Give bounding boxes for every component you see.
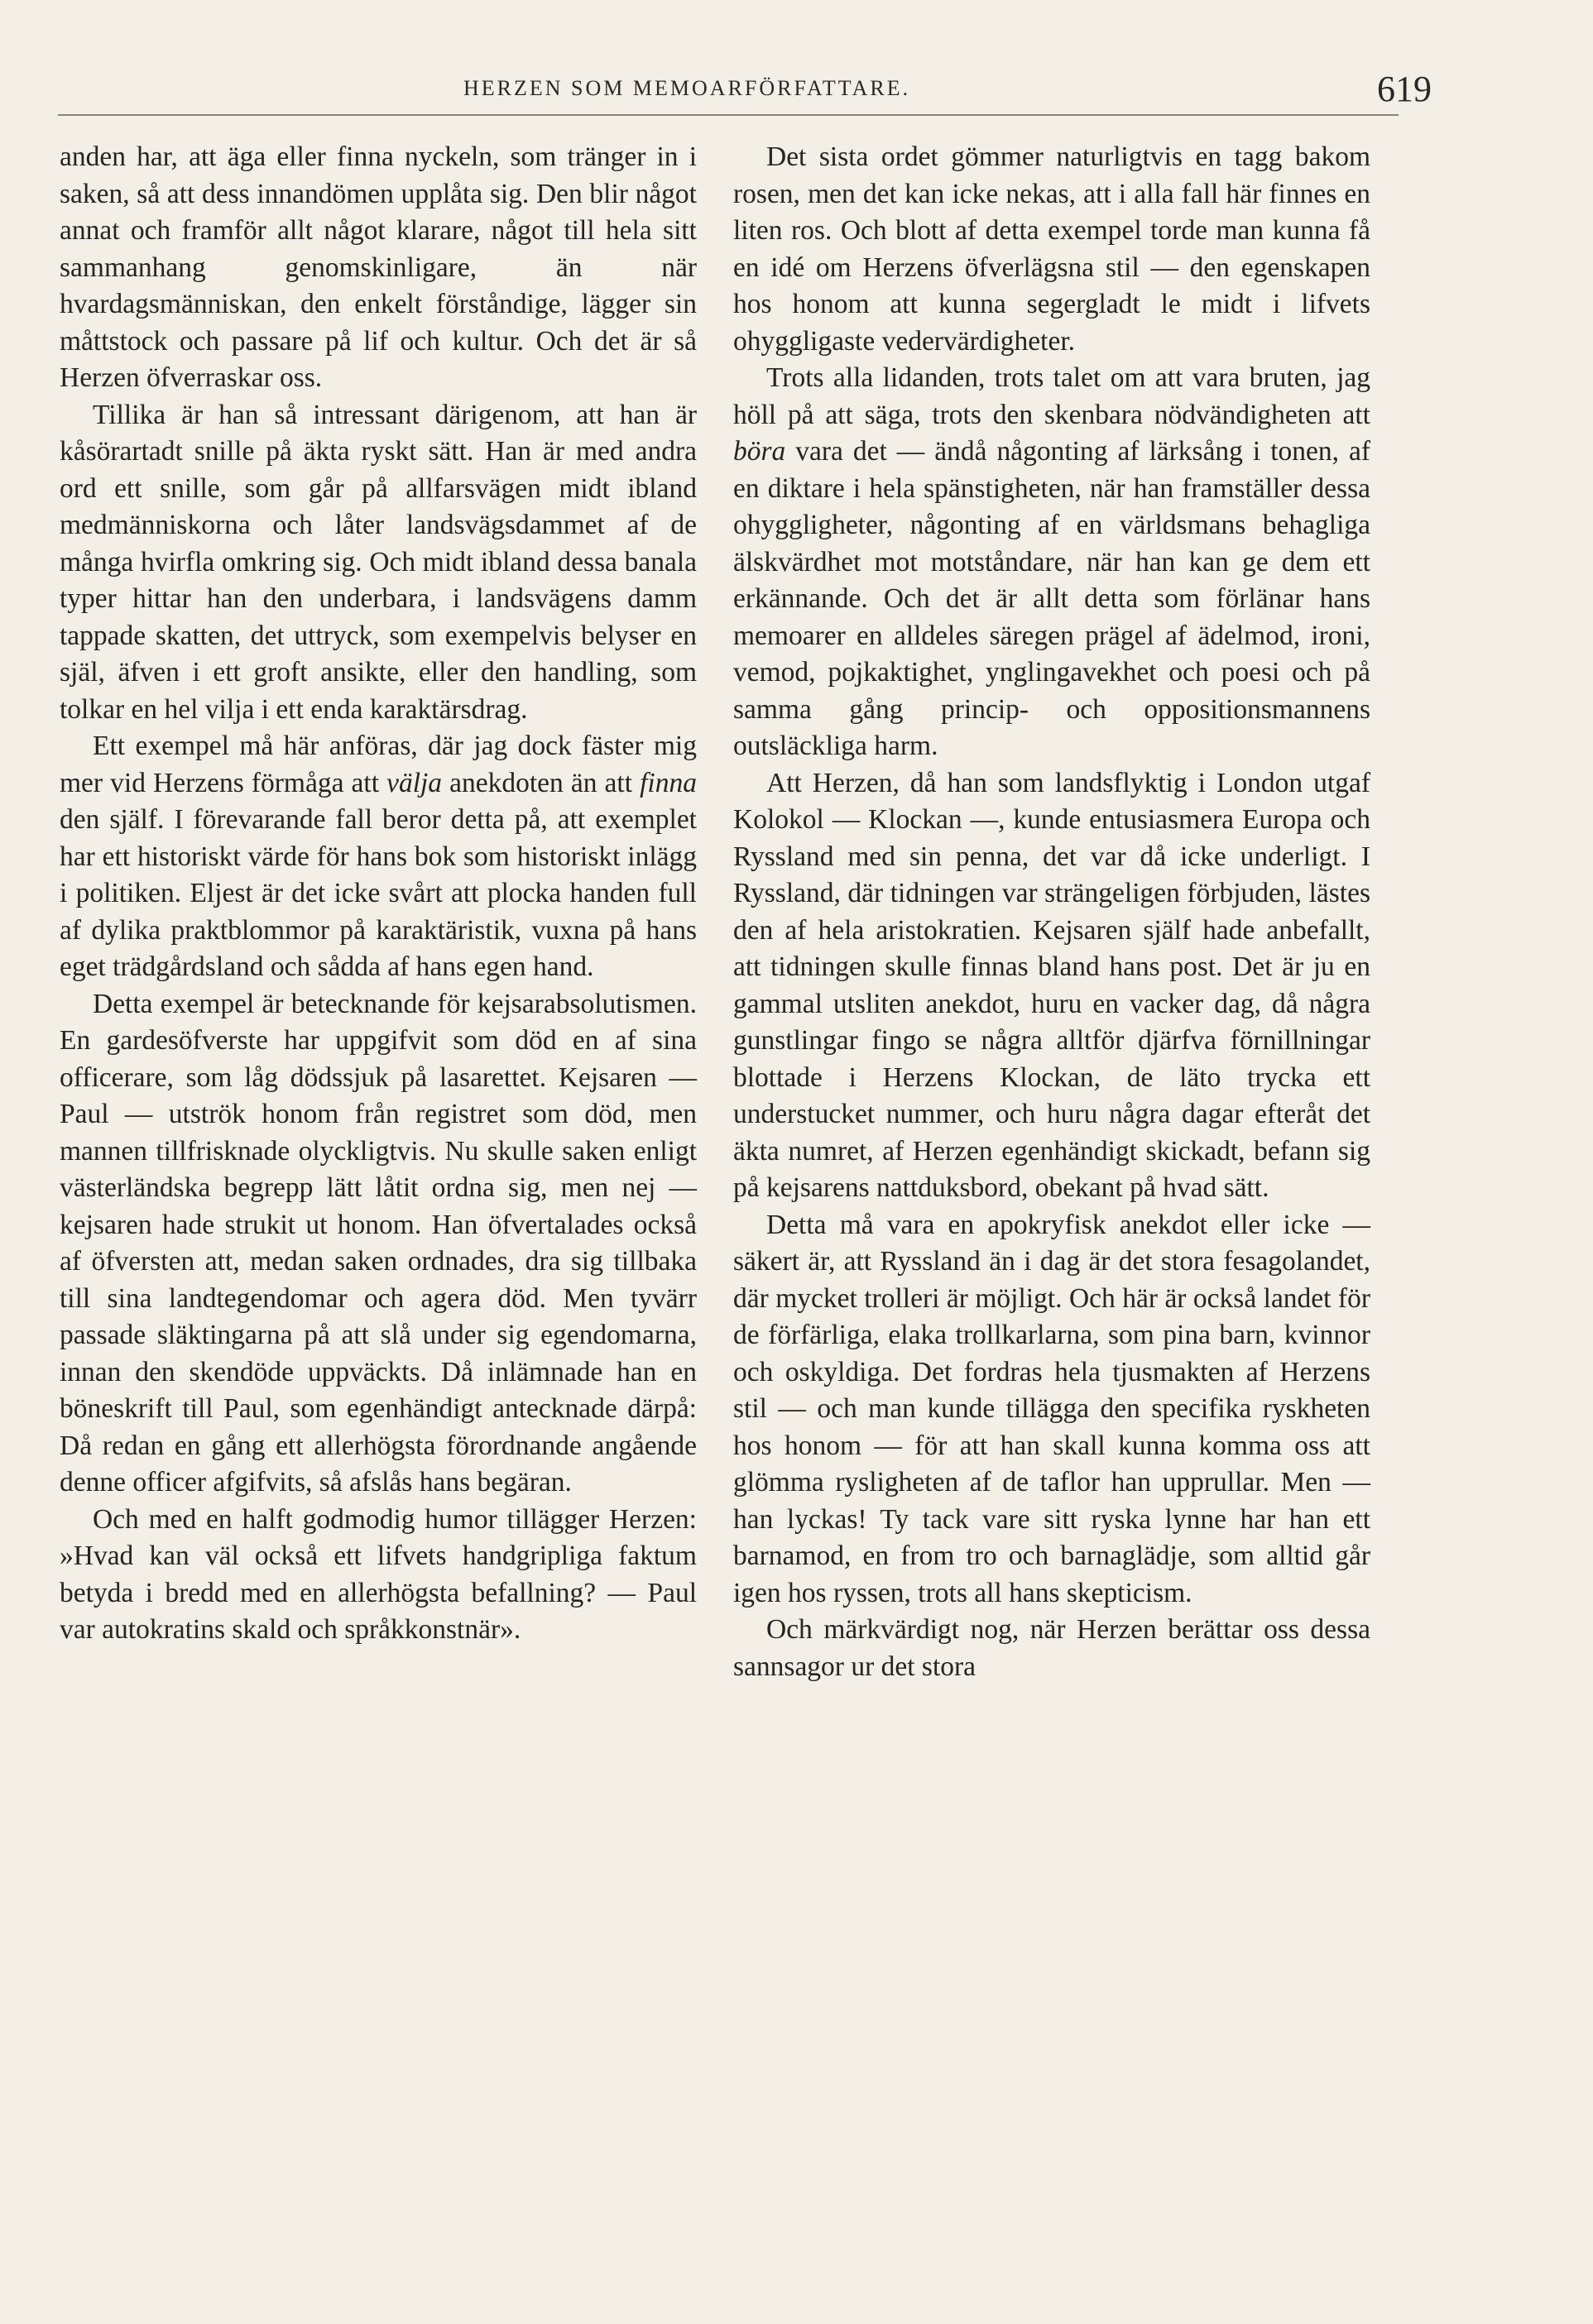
header-rule (58, 114, 1399, 116)
left-column (60, 139, 697, 1649)
paragraph: Och märkvärdigt nog, när Herzen berättar oss dessa sannsagor ur det stora (733, 1614, 1370, 1682)
paragraph: anden har, att äga eller finna nyckeln, som tränger in i saken, så att dess innandömen upplåta sig. Den blir något annat och framför allt något klarare, något till hela sitt sammanhang genomskinligare, än när hvardagsmänniskan, den enkelt förståndige, lägger sin måttstock och passare på lif och kultur. Och det är så Herzen öfverraskar oss. (60, 141, 697, 393)
text-run: vara det — ändå någonting af lärksång i tonen, af en diktare i hela spänstigheten, när han framställer dessa ohyggligheter, någonting af en världsmans behagliga älskvärdhet mot motståndare, när han kan ge dem ett erkännande. Och det är allt detta som förlänar hans memoarer en alldeles säregen prägel af ädelmod, ironi, vemod, pojkaktighet, ynglingavekhet och poesi och på samma gång princip- och oppositionsmannens outsläckliga harm. (733, 436, 1370, 761)
paragraph: Att Herzen, då han som landsflyktig i London utgaf Kolokol — Klockan —, kunde entusiasmera Europa och Ryssland med sin penna, det var då icke underligt. I Ryssland, där tidningen var strängeligen förbjuden, lästes den af hela aristokratien. Kejsaren själf hade anbefallt, att tidningen skulle finnas bland hans post. Det är ju en gammal utsliten anekdot, huru en vacker dag, då några gunstlingar fingo se några alltför djärfva förnillningar blottade i Herzens Klockan, de läto trycka ett understucket nummer, och huru några dagar efteråt det äkta numret, af Herzen egenhändigt skickadt, befann sig på kejsarens nattduksbord, obekant på hvad sätt. (733, 767, 1370, 1203)
paragraph: Tillika är han så intressant därigenom, att han är kåsörartadt snille på äkta ryskt sätt. Han är med andra ord ett snille, som går på allfarsvägen midt ibland medmänniskorna och låter landsvägsdammet af de många hvirfla omkring sig. Och midt ibland dessa banala typer hittar han den underbara, i landsvägens damm tappade skatten, det uttryck, som exempelvis belyser en själ, äfven i ett groft ansikte, eller den handling, som tolkar en hel vilja i ett enda karaktärsdrag. (60, 399, 697, 725)
emphasis: finna (640, 767, 697, 798)
text-run: anekdoten än att (442, 767, 641, 798)
paragraph: Detta exempel är betecknande för kejsarabsolutismen. En gardesöfverste har uppgifvit som död en af sina officerare, som låg dödssjuk på lasarettet. Kejsaren — Paul — utströk honom från registret som död, men mannen tillfrisknade olyckligtvis. Nu skulle saken enligt västerländska begrepp lätt låtit ordna sig, men nej — kejsaren hade strukit ut honom. Han öfvertalades också af öfversten att, medan saken ordnades, dra sig tillbaka till sina landtegendomar och agera död. Men tyvärr passade släktingarna på att slå under sig egendomarna, innan den skendöde uppväckts. Då inlämnade han en böneskrift till Paul, som egenhändigt antecknade därpå: Då redan en gång ett allerhögsta förordnande angående denne officer afgifvits, så afslås hans begäran. (60, 988, 697, 1497)
paragraph: Och med en halft godmodig humor tillägger Herzen: »Hvad kan väl också ett lifvets handgripliga faktum betyda i bredd med en allerhögsta befallning? — Paul var autokratins skald och språkkonstnär». (60, 1503, 697, 1645)
running-title: HERZEN SOM MEMOARFÖRFATTARE. (463, 76, 911, 100)
right-column (733, 139, 1370, 1685)
page-header (58, 68, 1432, 117)
text-run: Ett exempel må här anföras, där jag dock fäster mig mer vid Herzens förmåga att (60, 731, 697, 798)
paragraph: Detta må vara en apokryfisk anekdot eller icke — säkert är, att Ryssland än i dag är det stora fesagolandet, där mycket trolleri är möjligt. Och här är också landet för de förfärliga, elaka trollkarlarna, som pina barn, kvinnor och oskyldiga. Det fordras hela tjusmakten af Herzens stil — och man kunde tillägga den specifika ryskheten hos honom — för att han skall kunna komma oss att glömma rysligheten af de taflor han upprullar. Men — han lyckas! Ty tack vare sitt ryska lynne har han ett barnamod, en from tro och barnaglädje, som alltid går igen hos ryssen, trots all hans skepticism. (733, 1209, 1370, 1608)
page-number: 619 (1377, 69, 1432, 109)
text-run: Trots alla lidanden, trots talet om att vara bruten, jag höll på att säga, trots den skenbara nödvändigheten att (733, 362, 1370, 430)
paragraph (733, 360, 1370, 765)
text-run: den själf. I förevarande fall beror detta på, att exemplet har ett historiskt värde för hans bok som historiskt inlägg i politiken. Eljest är det icke svårt att plocka handen full af dylika praktblommor på karaktäristik, vuxna på hans eget trädgårdsland och sådda af hans egen hand. (60, 804, 697, 982)
paragraph: Det sista ordet gömmer naturligtvis en tagg bakom rosen, men det kan icke nekas, att i alla fall här finnes en liten ros. Och blott af detta exempel torde man kunna få en idé om Herzens öfverlägsna stil — den egenskapen hos honom att kunna segergladt le midt i lifvets ohyggligaste vedervärdigheter. (733, 141, 1370, 357)
emphasis: välja (386, 767, 443, 798)
paragraph (60, 728, 697, 986)
emphasis: böra (733, 436, 786, 467)
